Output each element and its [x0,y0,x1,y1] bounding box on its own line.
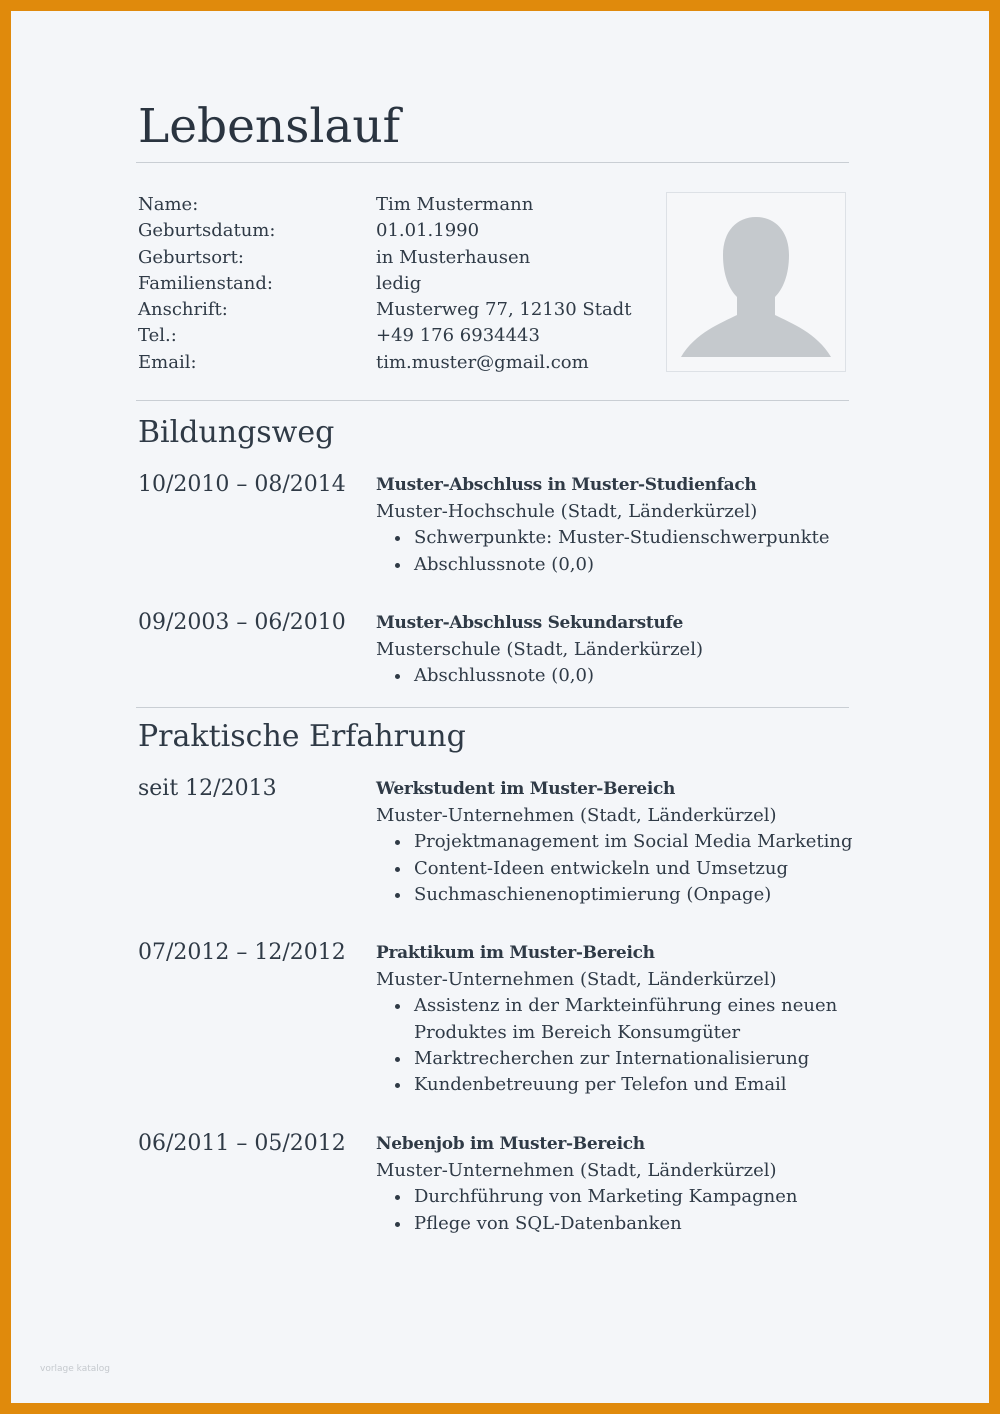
entry-body [376,1130,856,1237]
entry-bullets [376,993,856,1098]
personal-row [138,218,658,244]
entry-institution: Muster-Unternehmen (Stadt, Länderkürzel) [376,805,777,826]
entry-body [376,471,856,578]
personal-value: +49 176 6934443 [376,325,540,347]
entry-date: 09/2003 – 06/2010 [138,610,346,635]
entry-title: Werkstudent im Muster-Bereich [376,779,676,799]
watermark: vorlage katalog [40,1364,110,1374]
entry-bullets [376,829,856,908]
list-item: Durchführung von Marketing Kampagnen [414,1184,856,1210]
entry-date: 07/2012 – 12/2012 [138,940,346,965]
list-item: Abschlussnote (0,0) [414,552,856,578]
divider [136,707,849,708]
cv-page [11,11,989,1403]
page-title: Lebenslauf [138,99,401,154]
personal-label: Name: [138,194,199,215]
personal-row [138,350,658,376]
entry-body [376,775,856,908]
entry-bullets [376,525,856,578]
personal-value: tim.muster@gmail.com [376,351,589,373]
personal-row [138,245,658,271]
personal-row [138,271,658,297]
personal-row [138,297,658,323]
section-heading-education: Bildungsweg [138,415,335,450]
entry-institution: Musterschule (Stadt, Länderkürzel) [376,639,703,660]
entry-bullets [376,1184,856,1237]
section-heading-experience: Praktische Erfahrung [138,719,466,754]
divider [136,162,849,163]
personal-value: Tim Mustermann [376,194,534,215]
personal-label: Geburtsdatum: [138,220,276,242]
entry-title: Muster-Abschluss Sekundarstufe [376,613,684,633]
personal-value: ledig [376,272,422,294]
personal-row [138,192,658,218]
entry-date: 10/2010 – 08/2014 [138,472,346,497]
personal-label: Tel.: [138,325,177,347]
list-item: Marktrecherchen zur Internationalisierung [414,1046,856,1072]
entry-institution: Muster-Unternehmen (Stadt, Länderkürzel) [376,1160,777,1181]
entry-title: Praktikum im Muster-Bereich [376,943,655,963]
entry-date: 06/2011 – 05/2012 [138,1131,346,1156]
entry-bullets [376,663,856,689]
list-item: Suchmaschienenoptimierung (Onpage) [414,882,856,908]
entry-body [376,939,856,1098]
list-item: Content-Ideen entwickeln und Umsetzug [414,856,856,882]
entry-institution: Muster-Unternehmen (Stadt, Länderkürzel) [376,969,777,990]
person-silhouette-icon [667,193,845,371]
personal-label: Email: [138,351,197,373]
list-item: Abschlussnote (0,0) [414,663,856,689]
personal-label: Anschrift: [138,299,228,321]
personal-label: Familienstand: [138,272,273,294]
personal-info [138,192,658,376]
entry-title: Muster-Abschluss in Muster-Studienfach [376,475,757,495]
list-item: Pflege von SQL-Datenbanken [414,1211,856,1237]
list-item: Projektmanagement im Social Media Marketing [414,829,856,855]
personal-value: in Musterhausen [376,246,531,268]
personal-value: Musterweg 77, 12130 Stadt [376,299,632,321]
entry-date: seit 12/2013 [138,776,277,801]
list-item: Kundenbetreuung per Telefon und Email [414,1072,856,1098]
entry-institution: Muster-Hochschule (Stadt, Länderkürzel) [376,501,758,522]
entry-body [376,609,856,690]
personal-value: 01.01.1990 [376,220,480,242]
list-item: Assistenz in der Markteinführung eines neuen Produktes im Bereich Konsumgüter [414,993,856,1046]
entry-title: Nebenjob im Muster-Bereich [376,1134,645,1154]
profile-photo [666,192,846,372]
divider [136,400,849,401]
list-item: Schwerpunkte: Muster-Studienschwerpunkte [414,525,856,551]
personal-label: Geburtsort: [138,246,244,268]
personal-row [138,323,658,349]
